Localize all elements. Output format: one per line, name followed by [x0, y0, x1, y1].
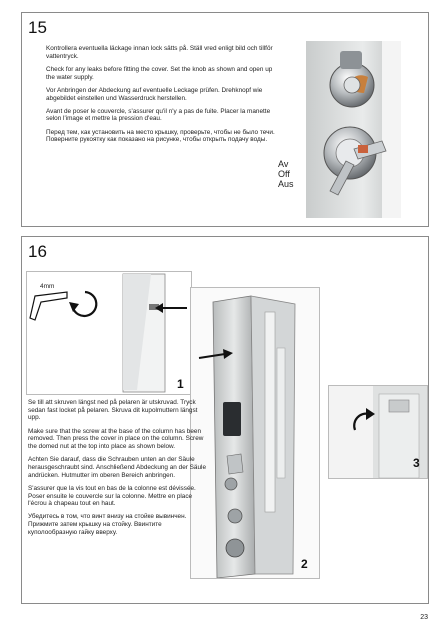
figure-2-callout: 2	[301, 557, 308, 571]
step-15-instructions	[46, 45, 278, 150]
off-label-sv: Av	[278, 159, 289, 169]
figure-1-callout: 1	[177, 377, 184, 391]
off-label-de: Aus	[278, 179, 294, 189]
instruction-de: Vor Anbringen der Abdeckung auf eventuelle Leckage prüfen. Drehknopf wie abgebildet einstellen und Wasserdruck herstellen.	[46, 86, 263, 102]
figure-3-callout: 3	[413, 456, 420, 470]
instruction-en: Check for any leaks before fitting the cover. Set the knob as shown and open up the water supply.	[46, 65, 273, 81]
instruction-fr: Avant de poser le couvercle, s'assurer qu'il n'y a pas de fuite. Placer la manette selon l'image et mettre la pression d'eau.	[46, 107, 271, 123]
instruction-de: Achten Sie darauf, dass die Schrauben unten an der Säule herausgeschraubt sind. Anschließend Abdeckung an der Säule andrücken. Hutmutter im oberen Bereich anbringen.	[28, 456, 206, 479]
instruction-fr: S'assurer que la vis tout en bas de la colonne est dévissée. Poser ensuite le couvercle sur la colonne. Mettre en place l'écrou à chapeau tout en haut.	[28, 484, 196, 508]
step-number: 15	[28, 18, 47, 37]
step-15-panel	[21, 12, 429, 227]
step-16-instructions	[28, 399, 210, 542]
instruction-ru: Убедитесь в том, что винт внизу на стойке вывинчен. Прижмите затем крышку на стойку. Ввинтите куполообразную гайку вверху.	[28, 513, 187, 536]
knob-off-label	[278, 159, 294, 189]
step-number: 16	[28, 242, 47, 261]
shower-column-illustration	[191, 288, 319, 578]
mixer-knobs-photo	[306, 41, 401, 218]
step-16-panel	[21, 236, 429, 604]
instruction-en: Make sure that the screw at the base of the column has been removed. Then press the cover in place on the column. Screw the domed nut at the top into place as shown below.	[28, 427, 204, 451]
tool-size-label: 4mm	[40, 283, 55, 290]
page-number: 23	[420, 614, 428, 621]
off-label-en: Off	[278, 169, 290, 179]
mixer-knobs-illustration	[306, 41, 401, 218]
instruction-sv: Se till att skruven längst ned på pelaren är utskruvad. Tryck sedan fast locket på pelaren. Skruva dit kupolmuttern längst upp.	[28, 399, 198, 422]
hex-key-illustration	[27, 272, 191, 394]
instruction-ru: Перед тем, как установить на место крышку, проверьте, чтобы не было течи. Поверните рукоятку как показано на рисунке, чтобы открыть подачу воды.	[46, 128, 275, 144]
instruction-sv: Kontrollera eventuella läckage innan lock sätts på. Ställ vred enligt bild och tillför vattentryck.	[46, 45, 273, 60]
